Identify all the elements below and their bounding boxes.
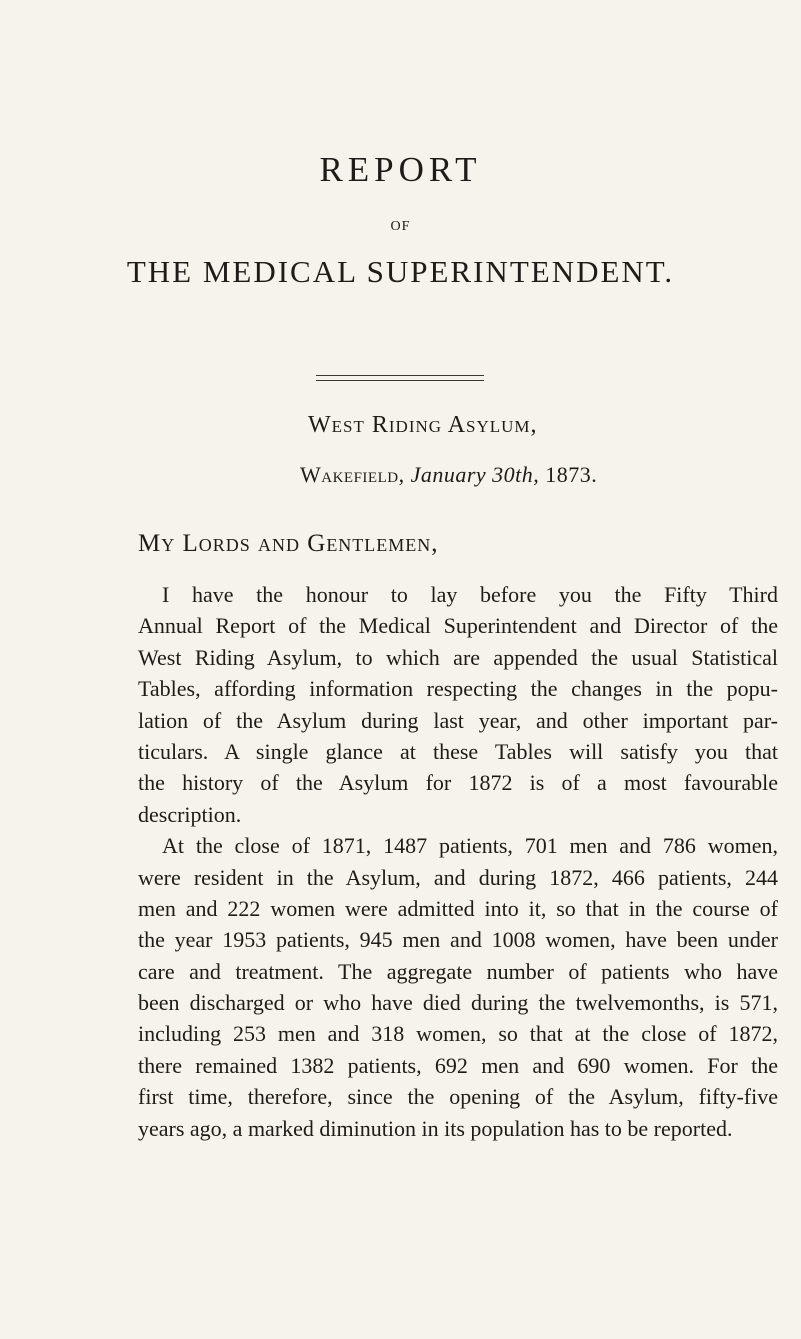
report-title: REPORT [319,150,482,189]
salutation: My Lords and Gentlemen, [138,530,439,557]
text-line: first time, therefore, since the opening of the Asylum, fifty-five [138,1084,778,1110]
paragraph-2 [138,830,778,1144]
text-line: years ago, a marked diminution in its population has to be reported. [138,1115,733,1141]
text-line: been discharged or who have died during the twelvemonths, is 571, [138,990,778,1016]
dateline-year: 1873. [545,462,598,487]
text-line-content: West Riding Asylum, to which are appended the usual Statistical [138,644,778,670]
text-line: including 253 men and 318 women, so that at the close of 1872, [138,1021,778,1047]
report-of: OF [390,219,411,234]
text-line: Tables, affording information respecting the changes in the popu- [138,676,778,702]
dateline-town: Wakefield, [300,462,405,487]
text-line: the year 1953 patients, 945 men and 1008 women, have been under [138,927,778,953]
dateline-month-day: January 30th, [410,462,540,487]
report-subtitle: THE MEDICAL SUPERINTENDENT. [126,254,675,289]
body-text [138,579,778,1144]
text-line: the history of the Asylum for 1872 is of a most favourable [138,770,778,796]
text-line: were resident in the Asylum, and during 1872, 466 patients, 244 [138,864,778,890]
dateline-place: West Riding Asylum, [308,412,538,438]
text-line: ticulars. A single glance at these Tables will satisfy you that [138,738,778,764]
text-line: lation of the Asylum during last year, and other important par- [138,707,778,733]
text-line: At the close of 1871, 1487 patients, 701 men and 786 women, [162,833,778,859]
text-line: there remained 1382 patients, 692 men and 690 women. For the [138,1052,778,1078]
text-line: men and 222 women were admitted into it, so that in the course of [138,895,778,921]
paragraph-1 [138,579,778,830]
text-line: description. [138,801,242,827]
text-line: Annual Report of the Medical Superintendent and Director of the [138,613,778,639]
text-line: I have the honour to lay before you the Fifty Third [162,582,778,607]
text-line-small-caps-start [138,642,778,673]
text-line: care and treatment. The aggregate number of patients who have [138,958,778,984]
double-rule-divider [316,375,484,381]
dateline-date [300,462,597,488]
